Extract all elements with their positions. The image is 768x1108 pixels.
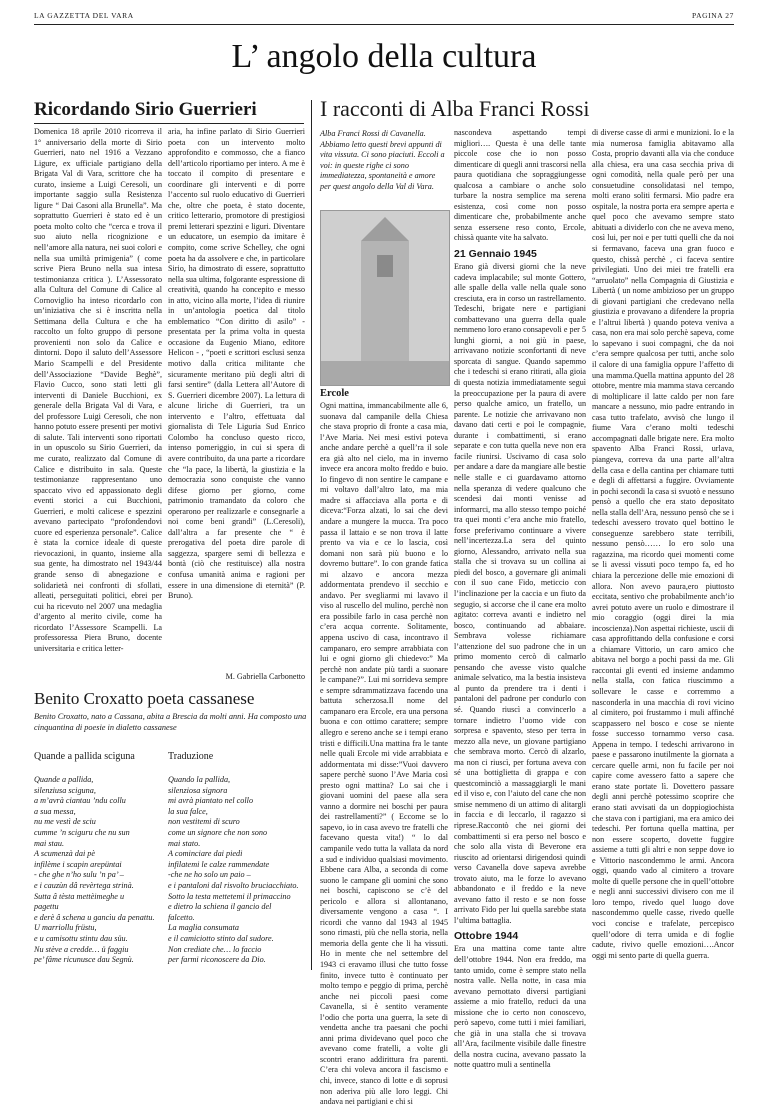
translation-line: come un signore che non sono <box>168 827 268 837</box>
dialect-line: nu me vestì de sciu <box>34 817 96 827</box>
dialect-line: e i cauzùn dâ revèrtega strinà. <box>34 880 134 890</box>
ercole-title: Ercole <box>320 388 349 399</box>
alba-column-3 <box>592 128 734 961</box>
dialect-line: cumme ’n sciguru che nu sun <box>34 827 130 837</box>
alba-text-c: Era una mattina come tante altre dell’ottobre 1944. Non era freddo, ma tanto umido, come è sempre stato nella nostra valle. Nella notte, in casa mia avevano pernottato diversi partigiani assieme a mio fratello, reduci da una missione che io certo non conoscevo, però sapevo, come tutti i miei familiari, che già in una stalla che si trovava all’Ara, facilmente visibile dalle finestre della nostra cucina, avevano passato la notte quattro muli a sentinella <box>454 944 586 1070</box>
header-rule <box>34 24 734 25</box>
alba-text-b: Erano già diversi giorni che la neve cadeva implacabile; sul monte Gottero, alle spalle della valle nella quale sono cresciuta, era in corso un rastrellamento. Tedeschi, brigate nere e partigiani combattevano una guerra della quale nemmeno loro erano consapevoli e per 5 lunghi giorni, a noi giù in paese, arrivavano notizie sconfortanti di neve sporcata di sangue. Quando sapemmo che i tedeschi si erano ritirati, alla gioia di questa notizia immediatamente seguì la preoccupazione per la paura di avere perso qualche amico, un fratello, un parente. Le notizie che arrivavano non davano dati certi e poi le compagnie, durante i combattimenti, si erano separate e con tutta quella neve non era facile riunirsi. Uscivamo di casa solo per andare a dare da mangiare alle bestie nelle stalle e ci guardavamo attorno nella speranza di vedere qualcuno che scendesi dai monti venisse ad informarci, ma allo stesso tempo poiché tra quei monti c’era anche mio fratello, forse preferivamo continuare a vivere nell’incertezza.La sera del quinto giorno, Alessandro, arrivato nella sua stalla che si trovava su un collina ai piedi del bosco, a governare gli animali con il suo cane Fido, meticcio con l’inclinazione per la caccia e un fiuto da segugio, si accorse che il cane era molto agitato: correva avanti e indietro nel bosco, continuando ad abbaiare. Sembrava volesse richiamare l’attenzione del suo padrone che in un primo momento cercò di calmarlo pensando che avesse visto qualche animale selvatico, ma la bestia insisteva al punto da prendere tra i denti i pantaloni del padrone per condurlo con sé. Quando riuscì a convincerlo a tornare indietro l’uomo vide con sorpresa e spavento, steso per terra in mezzo alla neve, un giovane partigiano che sembrava morto. Cercò di alzarlo, ma non ci riuscì, per fortuna aveva con sé una bottiglietta di grappa e con questcominciò a massaggiargli le mani ed il viso e, con l’aiuto del cane che non smise nemmeno di un attimo di alitargli in faccia e di leccarlo, il ragazzo si riprese.Raccontò che nei giorni dei combattimenti si era perso nel bosco e che solo alla vista di Beverone era riuscito ad orientarsi dirigendosi quindi verso Cavanella dove sapeva avrebbe trovato aiuto, ma le forze lo avevano abbandonato e il freddo e la neve avevano fatto il resto e se non fosse arrivato Fido per lui quella sarebbe stata l’ultima battaglia. <box>454 262 586 925</box>
sirio-heading: Ricordando Sirio Guerrieri <box>34 99 257 120</box>
dialect-line: Nu stève a credde… ü faggiu <box>34 944 129 954</box>
dialect-line: pe’ fâme ricunusce dau Segnù. <box>34 955 134 965</box>
translation-line: Quando la pallida, <box>168 775 231 784</box>
alba-text-a: nascondeva aspettando tempi migliori…. Questa è una delle tante piccole cose che io non posso dimenticare di quegli anni trascorsi nella paura quotidiana che sopraggiungesse qualcosa a cambiare o anche solo turbare la nostra semplice ma serena esistenza, così come non posso dimenticare che, probabilmente anche senza essersene reso conto, Ercole, chissà quante vite ha salvato. <box>454 128 586 243</box>
alba-column-2 <box>454 128 586 1071</box>
alba-column-1 <box>320 401 448 1108</box>
dialect-line: pagettu <box>34 902 59 912</box>
translation-line: Non crediate che… lo faccio <box>168 944 262 954</box>
alba-intro: Alba Franci Rossi di Cavanella. Abbiamo letto questi brevi appunti di vita vissuta. Ci sono piaciuti. Eccoli a voi: in queste righe ci sono immediatezza, spontaneità e amore per quest angolo della Val di Vara. <box>320 129 445 191</box>
dialect-line: Quande a pallida, <box>34 775 94 784</box>
translation-line: la sua falce, <box>168 806 208 816</box>
translation-line: falcetto. <box>168 912 195 922</box>
poem-translation <box>168 775 308 966</box>
dialect-line: A scumenzà dai pè <box>34 849 96 859</box>
page-title: L’ angolo della cultura <box>231 38 537 75</box>
dialect-line: - che ghe n’ho sulu ’n pa’ – <box>34 870 124 880</box>
column-divider <box>311 100 312 970</box>
section-title-ottobre: Ottobre 1944 <box>454 930 519 943</box>
dialect-line: e derè â schena u gancìu da penattu. <box>34 912 155 922</box>
section-title-gennaio: 21 Gennaio 1945 <box>454 248 537 261</box>
dialect-line: a m’avrà ciantau ’ndu collu <box>34 796 126 806</box>
poem-dialect <box>34 775 162 966</box>
dialect-line: silenziusa sciguna, <box>34 785 96 795</box>
benito-heading: Benito Croxatto poeta cassanese <box>34 689 255 708</box>
translation-line: per farmi riconoscere da Dio. <box>168 955 266 965</box>
translation-line: Sotto la testa mettetemi il primaccino <box>168 891 291 901</box>
poem-title: Quande a pallida sciguna <box>34 751 135 762</box>
translation-line: e i pantaloni dal risvolto bruciacchiato. <box>168 880 299 890</box>
translation-line: A cominciare dai piedi <box>168 849 243 859</box>
sirio-signature: M. Gabriella Carbonetto <box>225 672 305 681</box>
translation-line: non vestitemi di scuro <box>168 817 240 827</box>
sirio-column-1 <box>34 127 162 654</box>
sirio-text-1: Domenica 18 aprile 2010 ricorreva il 1° anniversario della morte di Sirio Guerrieri, nato nel 1916 a Vezzano Ligure, ex ufficiale partigiano della Brigata Val di Vara, scrittore che ha curato, insieme a Luigi Ceresoli, un importante saggio sulla Resistenza ligure “ Dai Casoni alla Brunella”. Ma soprattutto Guerrieri è stato ed è un poeta molto colto che “cerca e trova il suo aiuto nella ricognizione e nell’amore alla natura, nei suoi colori e nella sua umiltà primigenia” ( come scrive Piera Bruno nella sua intesa testimonianza critica ). L’Assessorato alla Cultura del Comune di Calice al Cornoviglio ha inteso ricordarlo con un’iniziativa che si è inscritta nella Settimana della Cultura e che ha raccolto un folto gruppo di persone provenienti non solo da Calice e dintorni. Dopo il saluto dell’Assessore Mario Scampelli e del Presidente dell’Associazione “Davide Beghè”, Flavio Cucco, sono stati letti gli interventi di Daniele Bucchioni, ex generale della Brigata Val di Vara, e del professore Luigi Ceresoli, che non hanno potuto essere presenti per motivi di salute. Tali interventi sono riportati in un opuscolo su Sirio Guerrieri, da me curato, realizzato dal Comune di Calice e distribuito in sala. Queste testimonianze rappresentano uno spaccato vivo ed appassionato degli eventi storici a cui Bucchioni, Guerrieri, e molti calicese e spezzini avevano partecipato “profondendovi cuore ed esperienza personale”. Calice è stata la cornice ideale di queste rievocazioni, in quanto, insieme alla sua gente, ha dimostrato nel 1943/44 grande senso di abnegazione e solidarietà nei confronti di sfollati, alleati, perseguitati politici, ebrei per cui ha ricevuto nel 2007 una medaglia d’argento al merito civile, come ha ricordato l’Assessore Scampelli. La professoressa Piera Bruno, docente universitaria e critica letter- <box>34 127 162 653</box>
translation-line: mi avrà piantato nel collo <box>168 796 254 806</box>
alba-text-d: di diverse casse di armi e munizioni. Io e la mia numerosa famiglia abitavamo alla Costa, proprio davanti alla via che conduce alla chiesa, era una casa secchia priva di ogni comodità, nella quale però per una consuetudine consolidatasi nel tempo, molti erano soliti fermarsi. Mio padre era ospitale, la nostra porta era sempre aperta e quel poco che avevamo sempre stato abituati a dividerlo con che ne aveva meno, così lui, per noi e per tutti quelli che da noi si fermavano, faceva una gran fuoco e questo, chissà perchè , ci faceva sentire privilegiati. Uno dei miei tre fratelli era “arruolato” nella Compagnia di Giustizia e Libertà ( un nome ambizioso per un gruppo di giovani partigiani che credevano nella giustizia e provavano a difendere la propria e l’altrui libertà ) quando poteva veniva a casa, non era mai solo perchè sapeva, come lo sapevano i suoi compagni, che da noi c’era sempre qualcosa per tutti, anche solo il calore di una famiglia oppure l’affetto di una mamma.Quella mattina appunto del 28 ottobre, mentre mia mamma stava cercando di moltiplicare il latte caldo per non fare mancare a nessuno, mio padre entrando in casa tutto trafelato, avvisò che lungo il fiume Vara c’erano molti tedeschi accompagnati dalle brigate nere. Era molto spavento Alba Franci Rossi, urlava, piangeva, correva da una parte all’altra della casa e della cantina per chiamare tutti e degli di affettarsi a fuggire. Ovviamente in pochi secondi la casa si svuotò e nessuno pensò a quello che era stato depositato nella stalla dell’Ara, nessuno pensò che se i tedeschi avessero trovato quel bottino le conseguenze sarebbero state terribili, nessuno pensò…… Io ero solo una ragazzina, ma ricordo quei momenti come se li avessi vissuti poco tempo fa, ed ho chiara la percezione delle mie emozioni di allora. Non avevo paura,ero piuttosto eccitata, sentivo che probabilmente anch’io avrei potuto avere un ruolo e dimostrare il mio coraggio (oggi direi la mia incoscienza).Non aspettai richieste, uscii di casa approfittando della confusione e corsi a chiamare Vittorio, un caro amico che abitava nel borgo a pochi passi da me. Gli raccontai gli eventi ed insieme andammo nella stalla, con fatica riuscimmo a sollevare le casse e corremmo a nasconderla in una macchia di rovi vicino al cimitero, poi frustammo i muli affinché scappassero nel bosco e cose se niente fosse successo tornammo verso casa. Appena in tempo. I tedeschi arrivarono in paese e passarono inutilmente la giornata a cercare quelle armi, non fu facile per noi capire come avessero fatto a sapere che erano state portate lì. Dovettero passare degli anni perchè potessimo scoprire che erano stati avvisati da un doppiogiochista che stava con i partigiani, ma era amico dei tedeschi. Per fortuna quella mattina, per non essere scoperto, dovette fuggire assieme a tutti gli altri e non seppe dove io e Vittorio nascondemmo le armi. Ancora oggi, quando vado al cimitero a trovare molte di quelle persone che in quell’ottobre e negli anni successivi divisero con me il loro tempo, rivedo quel luogo dove nascondemmo quelle casse, rivedo quelle voci concise e trafelate, percepisco quell’odore di terra umida e di foglie cadute, rivivo quelle emozioni….Ancor oggi mi sento parte di quella guerra. <box>592 128 734 960</box>
translation-line: mai stato. <box>168 838 201 848</box>
translation-title: Traduzione <box>168 751 214 762</box>
sirio-heading-rule <box>34 123 304 124</box>
translation-line: e il camiciotto stinto dal sudore. <box>168 933 274 943</box>
benito-intro: Benito Croxatto, nato a Cassana, abita a Brescia da molti anni. Ha composto una cinquantina di poesie in dialetto cassanese <box>34 712 307 732</box>
page-number: PAGINA 27 <box>691 11 734 20</box>
sirio-text-2: aria, ha infine parlato di Sirio Guerrieri poeta con un intervento molto approfondito e commosso, che a fianco dell’articolo riportiamo per intero. A me è toccato il compito di presentare e coordinare gli interventi e di porre l’accento sul ruolo educativo di Guerrieri che, oltre che poeta, è stato docente, critico letterario, promotore di prestigiosi premi letterari spezzini e liguri. Diventare un educatore, un esempio da imitare è compito, come scrive Schelley, che ogni poeta ha da assolvere e che, in particolare Sirio, ha dimostrato di essere, soprattutto nella sua ultima, folgorante espressione di creatività, quando ha concepito e messo in atto, vicino alla morte, l’idea di riunire in un’antologia poetica dal titolo emblematico “Con diritto di asilo” - presentata per la prima volta in questa occasione da Eugenio Miano, editore Helicon - , “poeti e scrittori esclusi senza motivo dalla critica militante che sicuramente meritano più degli altri di farsi sentire” (dalla Lettera all’Autore di S. Guerrieri dicembre 2007). La lettura di alcune liriche di Guerrieri, tra un intervento e l’altro, effettuata dal giornalista di Tele Liguria Sud Enrico Colombo ha concluso questo ricco, intenso pomeriggio, in cui si spera di avere contribuito, da una parte a ricordare che “la pace, la libertà, la giustizia e la democrazia sono conquiste che vanno difese giorno per giorno, come patrimonio tramandato da coloro che operarono per realizzarle e consegnarle a noi come beni grandi” (L.Ceresoli), dall’altra a far presente che “ è prerogativa del poeta dire parole di saggezza, spargere semi di bellezza e bontà (ciò che restituisce) alla nostra confusa umanità anima e ragioni per essere in una dimensione di eternità” (P. Bruno). <box>168 127 305 601</box>
translation-line: La maglia consumata <box>168 923 239 933</box>
dialect-line: e u camisottu stintu dau süu. <box>34 933 128 943</box>
page-header <box>34 11 734 25</box>
alba-heading: I racconti di Alba Franci Rossi <box>320 96 590 121</box>
ercole-photo <box>320 210 450 386</box>
translation-line: infilatemi le calze rammendate <box>168 859 270 869</box>
translation-line: silenziosa signora <box>168 785 228 795</box>
sirio-column-2 <box>168 127 305 602</box>
newspaper-name: LA GAZZETTA DEL VARA <box>34 11 134 20</box>
translation-line: -che ne ho solo un paio – <box>168 870 251 880</box>
ercole-text: Ogni mattina, immancabilmente alle 6, suonava dal campanile della Chiesa che stava proprio di fronte a casa mia, l’Ave Maria. Nei mesi estivi poteva anche andare perchè a quell’ra il sole era già alto nel cielo, ma in inverno invece era ancora molto freddo e buio. Io fingevo di non sentire le campane e mi voltavo dall’altro lato, ma mia madre si affacciava alla porta e di diceva:“Forza alzati, lo sai che devi andare a mungere la mucca. Tra poco passa il lattaio e se non trova il latte prento va via e ce lo lascia, così domani non sarà più buono e lo dovremo buttare”. Io con grande fatica mi alzavo e ancora mezza addormentata prendevo il secchio e andavo. Per svegliarmi mi lavavo il viso al ruscello del mulino, perchè non era possibile farlo in casa perchè non c’era acqua corrente. Solitamente, appena uscivo di casa, incontravo il campanaro, ero sempre arrabbiata con lui e ogni giorno gli chiedevo:” Ma perchè non andate più tardi a suonare le campane?”. Lui mi sorrideva sempre e sempre sdrammatizzava facendo una battuta scherzosa.Il nome del campanaro era Ercole, era una persona buona e con ottimo carattere; sempre allegro e sereno anche se i tempi erano tristi e difficili.Una mattina fra le tante nelle quali Ercole mi vide arrabbiata e addormentata mi disse:”Vuoi davvero sapere perchè suono l’Ave Maria così presto ogni mattina? Lo sai che i giovani uomini del paese alla sera vanno a dormire nei boschi per paura dei rastrellamenti?” ( Eccome se lo sapevo, io in casa avevo tre fratelli che facevano questa vita!) “ lo dal campanile vedo tutta la vallata da nord a sud e individuo qualsiasi movimento. Ebbene cara Alba, a seconda di come suono le campane gli uomini che sono nei boschi, capiscono se c’è del pericolo e allora si allontanano, diversamente vengono a casa “. I ricordi che vanno dal 1943 al 1945 sono rimasti, più che nella storia, nella memoria della gente che li ha vissuti. Ho in mente che nel settembre del 1943 ci eravamo illusi che tutto fosse finito, invece tutto è continuato per molto tempo e peggio di prima, perchè anche nei piccoli paesi come Cavanella, si è sentito veramente l’odio che porta una guerra, la sete di vendetta anche tra paesani che pochi anni prima dividevano quel poco che avevano come fratelli, a volte gli scontri erano addirittura fra parenti. C’era chi voleva ancora il fascismo e chi, invece, stanco di lotte e di soprusi non aderiva più alle loro leggi. Chi andava nei partigiani e chi si <box>320 401 448 1107</box>
dialect-line: U marriollu früstu, <box>34 923 97 933</box>
dialect-line: infilème i scapin arepüntai <box>34 859 122 869</box>
dialect-line: a sua messa, <box>34 806 76 816</box>
dialect-line: mai stau. <box>34 838 65 848</box>
dialect-line: Sutta â tèsta mettèimeghe u <box>34 891 125 901</box>
translation-line: e dietro la schiena il gancio del <box>168 902 272 912</box>
photo-placeholder-icon <box>321 211 449 385</box>
